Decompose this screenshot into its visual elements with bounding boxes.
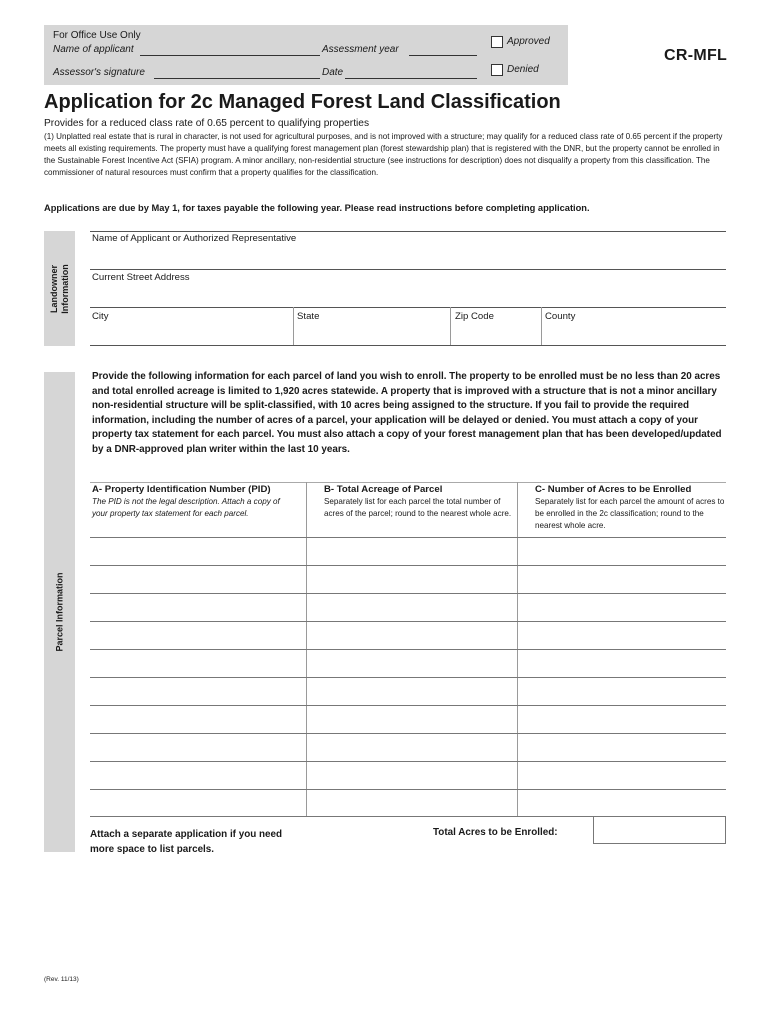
column-b-note: Separately list for each parcel the total number of acres of the parcel; round to the nearest whole acre.	[324, 497, 512, 518]
revision-date: (Rev. 11/13)	[44, 976, 79, 983]
parcel-row[interactable]	[90, 593, 726, 594]
landowner-section-label	[44, 231, 75, 346]
parcel-row[interactable]	[90, 761, 726, 762]
page-subtitle: Provides for a reduced class rate of 0.65 percent to qualifying properties	[44, 118, 370, 129]
parcel-section-label: Parcel Information	[44, 372, 75, 852]
assessment-year-field[interactable]	[409, 55, 477, 56]
parcel-row[interactable]	[90, 621, 726, 622]
column-b-header: B- Total Acreage of Parcel	[324, 484, 443, 495]
parcel-row[interactable]	[90, 733, 726, 734]
assessor-signature-label: Assessor's signature	[53, 67, 145, 78]
denied-checkbox[interactable]	[491, 64, 503, 76]
due-notice: Applications are due by May 1, for taxes payable the following year. Please read instructions before completing application.	[44, 203, 590, 213]
parcel-row[interactable]	[90, 565, 726, 566]
approved-checkbox[interactable]	[491, 36, 503, 48]
zip-code-label: Zip Code	[455, 311, 494, 322]
column-a-note: The PID is not the legal description. Attach a copy of your property tax statement for each parcel.	[92, 497, 280, 518]
city-state-zip-county-input[interactable]	[90, 345, 726, 346]
assessor-signature-field[interactable]	[154, 78, 320, 79]
intro-text: (1) Unplatted real estate that is rural in character, is not used for agricultural purposes, and is not improved with a structure; may qualify for a reduced class rate of 0.65 percent if the property meets all existing requirements. The property must have a qualifying forest management plan (forest stewardship plan) that is registered with the DNR, but the property cannot be enrolled in the Sustainable Forest Incentive Act (SFIA) program. A minor ancillary, non-residential structure (see instructions for description) does not disqualify a property from this classification. The commissioner of natural resources must confirm that a property qualifies for the classification.	[44, 132, 723, 177]
total-acres-label: Total Acres to be Enrolled:	[433, 827, 558, 838]
applicant-name-label: Name of applicant	[53, 44, 134, 55]
parcel-row[interactable]	[90, 705, 726, 706]
applicant-name-field-label: Name of Applicant or Authorized Representative	[92, 233, 297, 244]
parcel-row[interactable]	[90, 649, 726, 650]
parcel-instructions: Provide the following information for each parcel of land you wish to enroll. The property to be enrolled must be no less than 20 acres and total enrolled acreage is limited to 1,920 acres statewide. A property that is improved with a structure that is not a minor ancillary non-residential structure will be split-classified, with 10 acres being assigned to the structure. If you fail to provide the required information, including the number of acres of a parcel, your application will be delayed or denied. You must attach a copy of your property tax statement for each parcel. You must also attach a copy of your forest management plan that has been developed/updated by a DNR-approved plan writer within the last 10 years.	[92, 371, 722, 455]
column-c-note: Separately list for each parcel the amount of acres to be enrolled in the 2c classification; round to the nearest whole acre.	[535, 497, 725, 530]
denied-label: Denied	[507, 64, 539, 75]
date-label: Date	[322, 67, 344, 78]
office-use-heading: For Office Use Only	[53, 30, 141, 41]
street-address-label: Current Street Address	[92, 272, 190, 283]
parcel-row[interactable]	[90, 537, 726, 538]
county-label: County	[545, 311, 576, 322]
office-use-box	[44, 25, 568, 85]
column-a-header: A- Property Identification Number (PID)	[92, 484, 271, 495]
state-label: State	[297, 311, 320, 322]
attach-note: Attach a separate application if you need more space to list parcels.	[90, 829, 283, 855]
page-title: Application for 2c Managed Forest Land Classification	[44, 91, 561, 113]
applicant-name-input[interactable]	[90, 269, 726, 270]
street-address-input[interactable]	[90, 307, 726, 308]
assessment-year-label: Assessment year	[322, 44, 399, 55]
city-label: City	[92, 311, 109, 322]
applicant-name-field[interactable]	[140, 55, 320, 56]
form-code: CR-MFL	[664, 47, 728, 64]
parcel-row[interactable]	[90, 789, 726, 790]
parcel-row[interactable]	[90, 677, 726, 678]
date-field[interactable]	[345, 78, 477, 79]
landowner-label-line1: Landowner	[48, 264, 59, 313]
column-c-header: C- Number of Acres to be Enrolled	[535, 484, 692, 495]
landowner-label-line2: Information	[59, 263, 70, 314]
total-acres-field[interactable]	[593, 816, 726, 844]
approved-label: Approved	[507, 36, 550, 47]
